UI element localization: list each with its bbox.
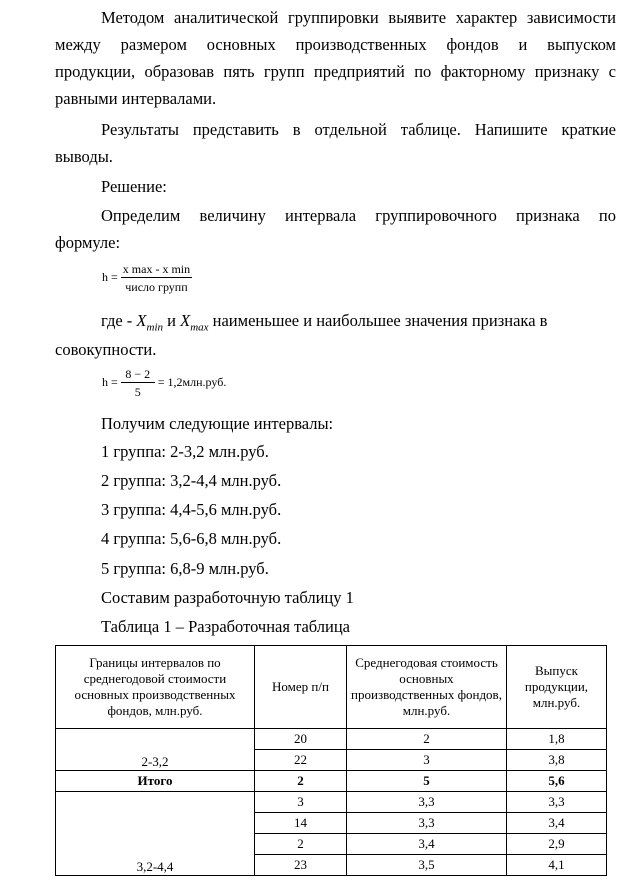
where-text-line-2: совокупности. (55, 340, 157, 359)
compose-table-text: Составим разработочную таблицу 1 (101, 588, 354, 607)
interval-item-5: 5 группа: 6,8-9 млн.руб. (101, 559, 269, 578)
intro-line-2: между размером основных производственных фондов и выпуском (55, 35, 616, 54)
table-cell: 23 (255, 855, 347, 876)
table-header-row (56, 646, 607, 729)
intro-line-1: Методом аналитической группировки выявите характер зависимости (101, 8, 616, 27)
header-avg-cost: Среднегодовая стоимость основных производственных фондов, млн.руб. (347, 646, 507, 729)
total-label: Итого (56, 771, 255, 792)
formula1-denominator: число групп (125, 280, 188, 294)
intro-line-4: равными интервалами. (55, 89, 217, 108)
table-cell: 1,8 (507, 729, 607, 750)
table-cell: 3,3 (347, 792, 507, 813)
header-number: Номер п/п (255, 646, 347, 729)
xmax-symbol (180, 311, 209, 334)
results-line-1: Результаты представить в отдельной таблице. Напишите краткие (101, 120, 616, 139)
formula2-fraction (121, 367, 155, 399)
table-cell: 3,4 (507, 813, 607, 834)
where-suffix: наименьшее и наибольшее значения признака в (208, 311, 548, 330)
table-cell: 3,4 (347, 834, 507, 855)
interval-item-2: 2 группа: 3,2-4,4 млн.руб. (101, 471, 282, 490)
table-cell: 4,1 (507, 855, 607, 876)
table-cell: 3,8 (507, 750, 607, 771)
formula1-numerator: x max - x min (122, 262, 191, 276)
group-label: 2-3,2 (56, 729, 255, 771)
interval-text-line-2: формуле: (55, 233, 121, 252)
table-cell: 2 (255, 834, 347, 855)
where-and: и (163, 311, 181, 330)
intervals-intro: Получим следующие интервалы: (101, 414, 334, 433)
table-cell: 5,6 (507, 771, 607, 792)
interval-item-4: 4 группа: 5,6-6,8 млн.руб. (101, 529, 282, 548)
development-table (55, 645, 607, 876)
results-line-2: выводы. (55, 147, 113, 166)
table-cell: 3 (255, 792, 347, 813)
table-cell: 3,5 (347, 855, 507, 876)
formula2-denominator: 5 (134, 385, 141, 399)
formula1-lhs: h = (102, 269, 118, 284)
table-cell: 2,9 (507, 834, 607, 855)
table-row (56, 792, 607, 813)
interval-item-1: 1 группа: 2-3,2 млн.руб. (101, 442, 269, 461)
where-prefix: где - (101, 311, 137, 330)
formula-interval-width (102, 262, 192, 294)
table-cell: 14 (255, 813, 347, 834)
table-cell: 3,3 (347, 813, 507, 834)
formula2-numerator: 8 − 2 (121, 367, 155, 383)
xmax-sub: max (190, 321, 209, 334)
table-cell: 2 (347, 729, 507, 750)
xmax-base: X (180, 311, 191, 330)
header-interval-bounds: Границы интервалов по среднегодовой стоимости основных производственных фондов, млн.руб. (56, 646, 255, 729)
interval-text-line-1: Определим величину интервала группировочного признака по (101, 206, 616, 225)
interval-item-3: 3 группа: 4,4-5,6 млн.руб. (101, 500, 282, 519)
header-output: Выпуск продукции, млн.руб. (507, 646, 607, 729)
table-cell: 22 (255, 750, 347, 771)
table-caption: Таблица 1 – Разработочная таблица (101, 617, 351, 636)
xmin-base: X (136, 311, 147, 330)
table-cell: 3 (347, 750, 507, 771)
table-cell: 5 (347, 771, 507, 792)
table-cell: 2 (255, 771, 347, 792)
solution-label: Решение: (101, 177, 167, 196)
formula1-fraction (121, 262, 192, 294)
table-cell: 20 (255, 729, 347, 750)
xmin-sub: min (146, 321, 164, 334)
formula2-rhs: = 1,2млн.руб. (157, 374, 227, 389)
table-cell: 3,3 (507, 792, 607, 813)
formula2-lhs: h = (102, 374, 118, 389)
formula-interval-value (102, 367, 226, 399)
table-row (56, 729, 607, 750)
group-label: 3,2-4,4 (56, 792, 255, 876)
xmin-symbol (136, 311, 164, 334)
intro-line-3: продукции, образовав пять групп предприятий по факторному признаку с (55, 62, 616, 81)
table-total-row (56, 771, 607, 792)
